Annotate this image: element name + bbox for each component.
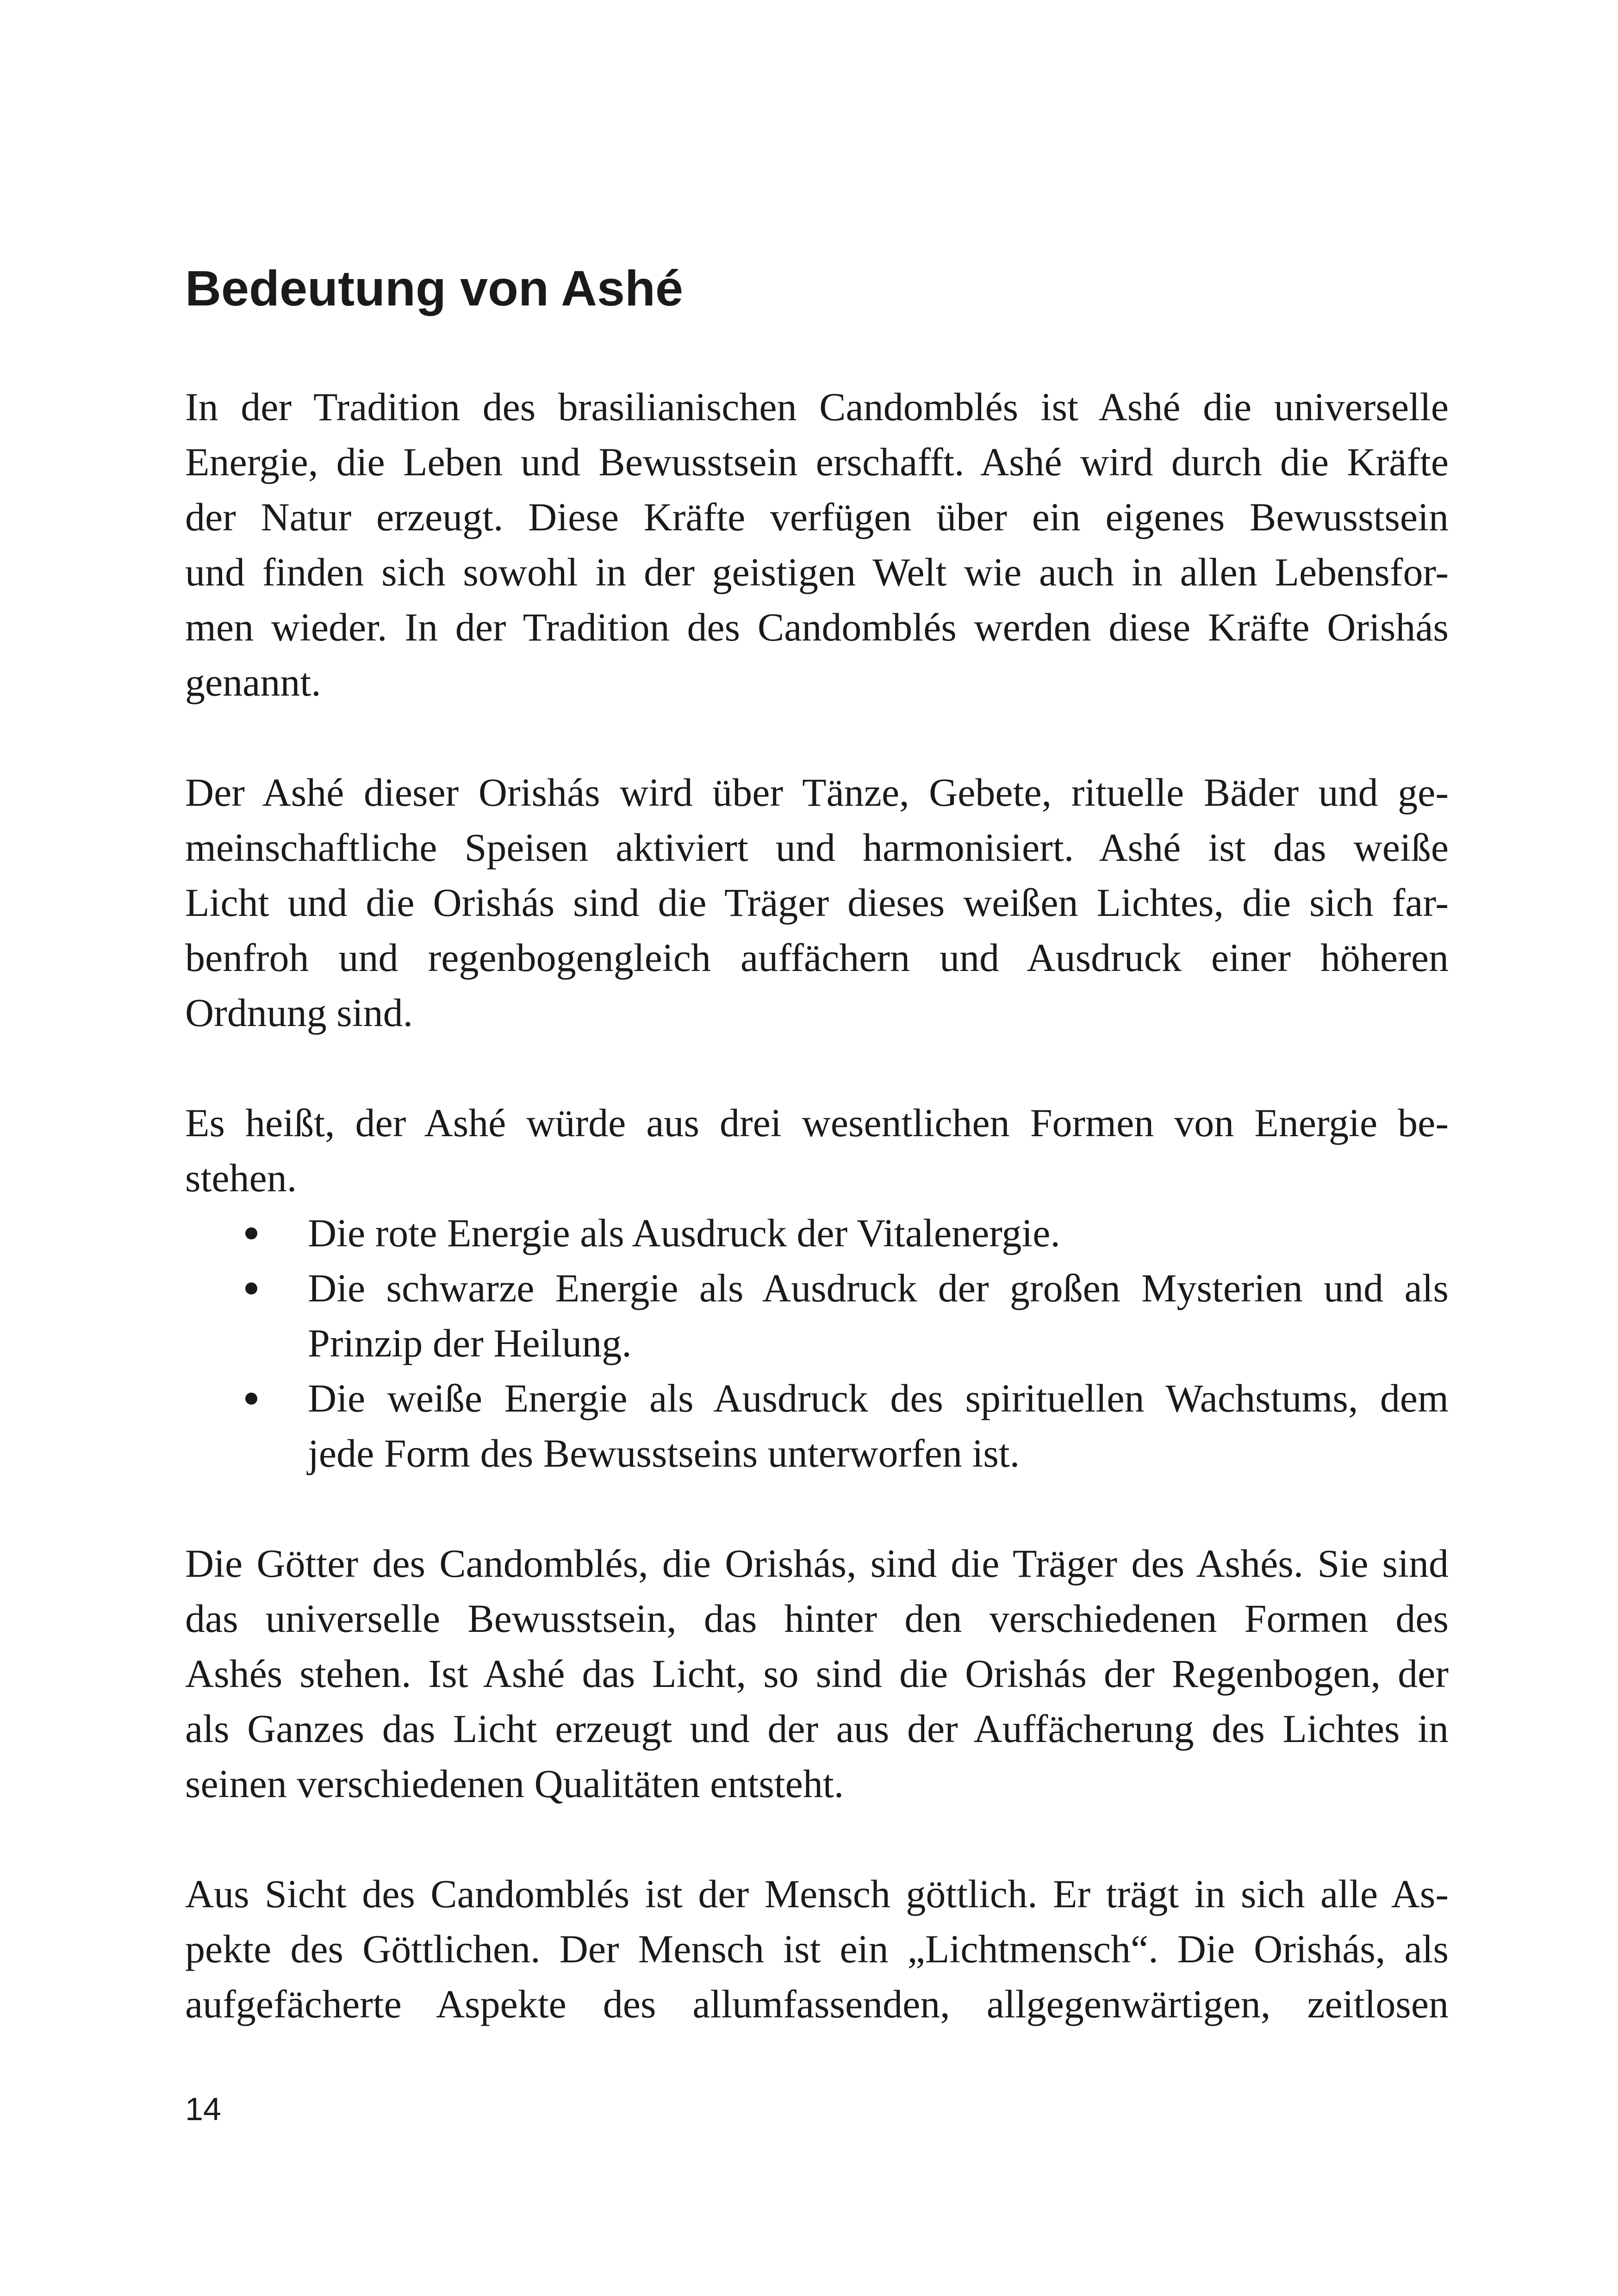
- text-line: Ashés stehen. Ist Ashé das Licht, so sind die Orishás der Regenbogen, der: [185, 1651, 1449, 1696]
- list-item: [185, 1206, 1449, 1261]
- list-item: [185, 1371, 1449, 1481]
- paragraph-3: [185, 1095, 1449, 1206]
- text-line: men wieder. In der Tradition des Candomblés werden diese Kräfte Orishás: [185, 605, 1449, 649]
- text-line: das universelle Bewusstsein, das hinter den verschiedenen Formen des: [185, 1596, 1449, 1641]
- paragraph-2: [185, 765, 1449, 1040]
- bullet-icon: [245, 1227, 257, 1239]
- paragraph-1: [185, 380, 1449, 710]
- page-number: 14: [185, 2091, 221, 2127]
- text-line: Die Götter des Candomblés, die Orishás, sind die Träger des Ashés. Sie sind: [185, 1541, 1449, 1586]
- book-page: [185, 0, 1449, 2296]
- paragraph-4: [185, 1536, 1449, 1811]
- text-line: Die schwarze Energie als Ausdruck der großen Mysterien und als: [308, 1266, 1449, 1310]
- list-item: [185, 1261, 1449, 1371]
- text-line: aufgefächerte Aspekte des allumfassenden, allgegenwärtigen, zeitlosen: [185, 1982, 1449, 2026]
- text-line: genannt.: [185, 660, 321, 704]
- text-line: pekte des Göttlichen. Der Mensch ist ein „Lichtmensch“. Die Orishás, als: [185, 1927, 1449, 1971]
- text-line: In der Tradition des brasilianischen Candomblés ist Ashé die universelle: [185, 385, 1449, 429]
- text-line: als Ganzes das Licht erzeugt und der aus der Auffächerung des Lichtes in: [185, 1706, 1449, 1751]
- energy-bullet-list: [185, 1206, 1449, 1481]
- bullet-icon: [245, 1393, 257, 1405]
- text-line: Aus Sicht des Candomblés ist der Mensch göttlich. Er trägt in sich alle As-: [185, 1872, 1449, 1916]
- text-line: stehen.: [185, 1156, 297, 1200]
- text-line: und finden sich sowohl in der geistigen Welt wie auch in allen Lebensfor-: [185, 550, 1449, 594]
- text-line: der Natur erzeugt. Diese Kräfte verfügen über ein eigenes Bewusstsein: [185, 495, 1449, 539]
- text-line: meinschaftliche Speisen aktiviert und harmonisiert. Ashé ist das weiße: [185, 825, 1449, 870]
- text-line: Die weiße Energie als Ausdruck des spirituellen Wachstums, dem: [308, 1376, 1449, 1420]
- text-line: Die rote Energie als Ausdruck der Vitalenergie.: [308, 1211, 1060, 1255]
- paragraph-5: [185, 1867, 1449, 2032]
- text-line: Ordnung sind.: [185, 990, 413, 1035]
- text-line: jede Form des Bewusstseins unterworfen ist.: [308, 1431, 1020, 1475]
- text-line: Energie, die Leben und Bewusstsein erschafft. Ashé wird durch die Kräfte: [185, 440, 1449, 484]
- chapter-heading: Bedeutung von Ashé: [185, 260, 684, 316]
- text-line: Es heißt, der Ashé würde aus drei wesentlichen Formen von Energie be-: [185, 1101, 1449, 1145]
- text-line: benfroh und regenbogengleich auffächern und Ausdruck einer höheren: [185, 935, 1449, 980]
- bullet-icon: [245, 1282, 257, 1294]
- text-line: Licht und die Orishás sind die Träger dieses weißen Lichtes, die sich far-: [185, 880, 1449, 925]
- text-line: seinen verschiedenen Qualitäten entsteht.: [185, 1761, 844, 1806]
- body-text: [185, 380, 1449, 2087]
- text-line: Der Ashé dieser Orishás wird über Tänze, Gebete, rituelle Bäder und ge-: [185, 770, 1449, 815]
- text-line: Prinzip der Heilung.: [308, 1321, 632, 1365]
